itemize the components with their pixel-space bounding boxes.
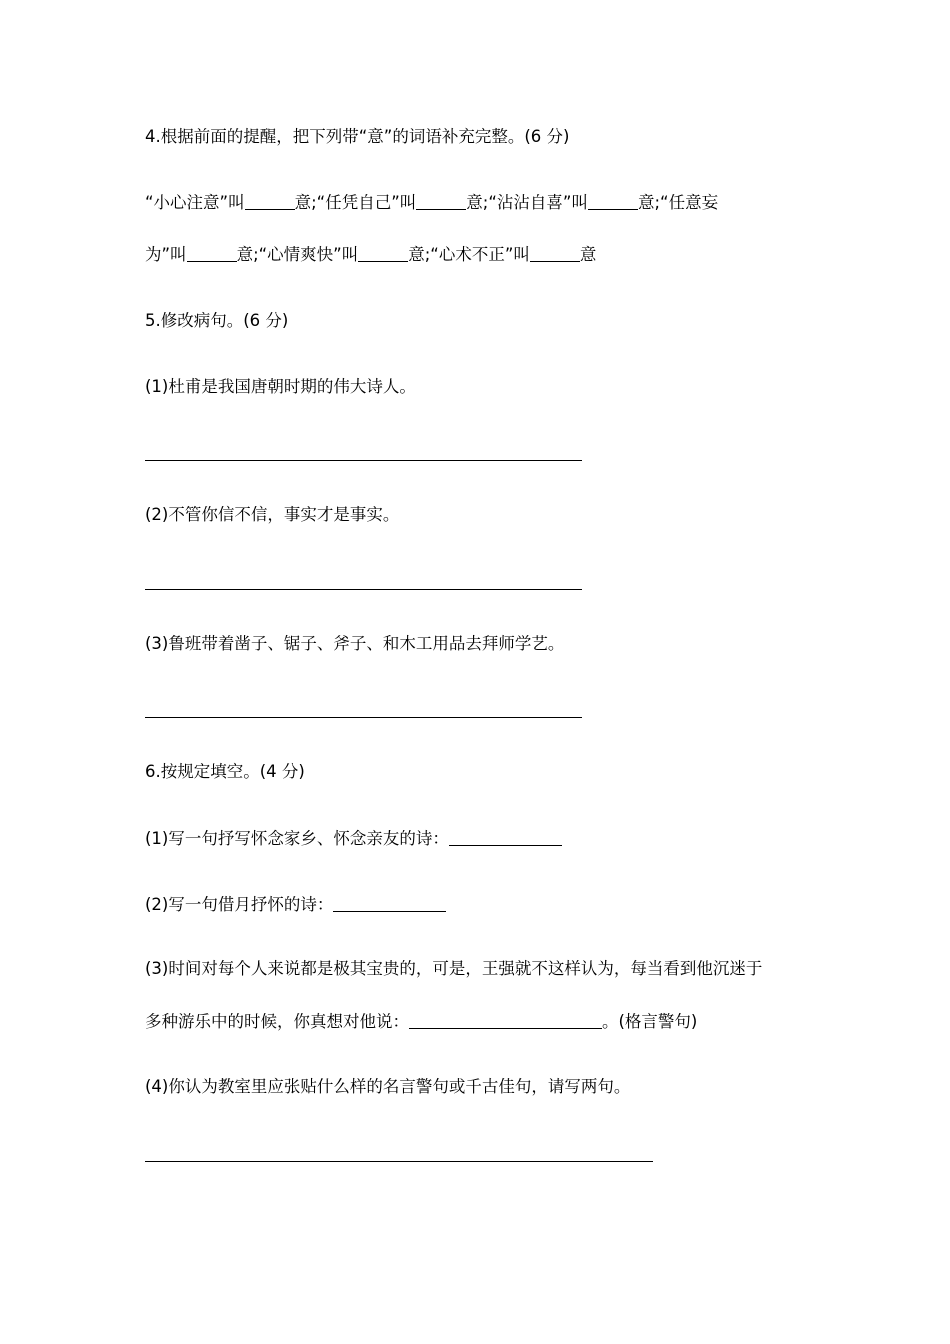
question-6-item-3-prompt: 多种游乐中的时候，你真想对他说： bbox=[145, 1012, 409, 1031]
suffix-a: 意; bbox=[294, 193, 317, 212]
question-6-title: 6.按规定填空。(4 分) bbox=[145, 762, 305, 781]
blank-b[interactable] bbox=[416, 208, 466, 210]
suffix-b: 意; bbox=[466, 193, 489, 212]
question-4-title: 4.根据前面的提醒，把下列带“意”的词语补充完整。(6 分) bbox=[145, 127, 570, 146]
blank-6-2[interactable] bbox=[333, 910, 446, 912]
question-4-row-1 bbox=[145, 195, 718, 212]
question-6-item-3-note: 。(格言警句) bbox=[602, 1012, 698, 1031]
question-6-item-1-text: (1)写一句抒写怀念家乡、怀念亲友的诗： bbox=[145, 829, 449, 848]
blank-d[interactable] bbox=[187, 260, 237, 262]
suffix-e: 意; bbox=[408, 245, 431, 264]
suffix-f: 意 bbox=[579, 245, 597, 264]
prompt-b: “任凭自己”叫 bbox=[316, 193, 417, 212]
blank-6-3[interactable] bbox=[409, 1027, 602, 1029]
blank-f[interactable] bbox=[530, 260, 580, 262]
suffix-c: 意; bbox=[637, 193, 661, 212]
question-5-item-2: (2)不管你信不信，事实才是事实。 bbox=[145, 505, 400, 524]
suffix-d: 意; bbox=[236, 245, 259, 264]
prompt-c: “沾沾自喜”叫 bbox=[488, 193, 588, 212]
question-6-item-1 bbox=[145, 831, 562, 848]
answer-line-5-1[interactable] bbox=[145, 460, 582, 461]
answer-line-5-3[interactable] bbox=[145, 717, 582, 718]
question-4-row-2 bbox=[145, 247, 596, 264]
question-5-item-1: (1)杜甫是我国唐朝时期的伟大诗人。 bbox=[145, 377, 416, 396]
prompt-f: “心术不正”叫 bbox=[430, 245, 530, 264]
question-6-item-3-line-1: (3)时间对每个人来说都是极其宝贵的，可是，王强就不这样认为，每当看到他沉迷于 bbox=[145, 959, 763, 978]
question-5-title: 5.修改病句。(6 分) bbox=[145, 311, 289, 330]
answer-line-5-2[interactable] bbox=[145, 589, 582, 590]
question-5-item-3: (3)鲁班带着凿子、锯子、斧子、和木工用品去拜师学艺。 bbox=[145, 634, 565, 653]
question-6-item-4: (4)你认为教室里应张贴什么样的名言警句或千古佳句，请写两句。 bbox=[145, 1077, 631, 1096]
blank-c[interactable] bbox=[588, 208, 638, 210]
prompt-d-cont: 为”叫 bbox=[145, 245, 187, 264]
blank-6-1[interactable] bbox=[449, 844, 562, 846]
question-6-item-2 bbox=[145, 897, 446, 914]
prompt-e: “心情爽快”叫 bbox=[258, 245, 359, 264]
blank-e[interactable] bbox=[358, 260, 408, 262]
answer-line-6-4[interactable] bbox=[145, 1161, 653, 1162]
question-6-item-3-line-2 bbox=[145, 1014, 697, 1031]
prompt-a: “小心注意”叫 bbox=[145, 193, 245, 212]
question-6-item-2-text: (2)写一句借月抒怀的诗： bbox=[145, 895, 334, 914]
blank-a[interactable] bbox=[245, 208, 295, 210]
prompt-d: “任意妄 bbox=[660, 193, 719, 212]
